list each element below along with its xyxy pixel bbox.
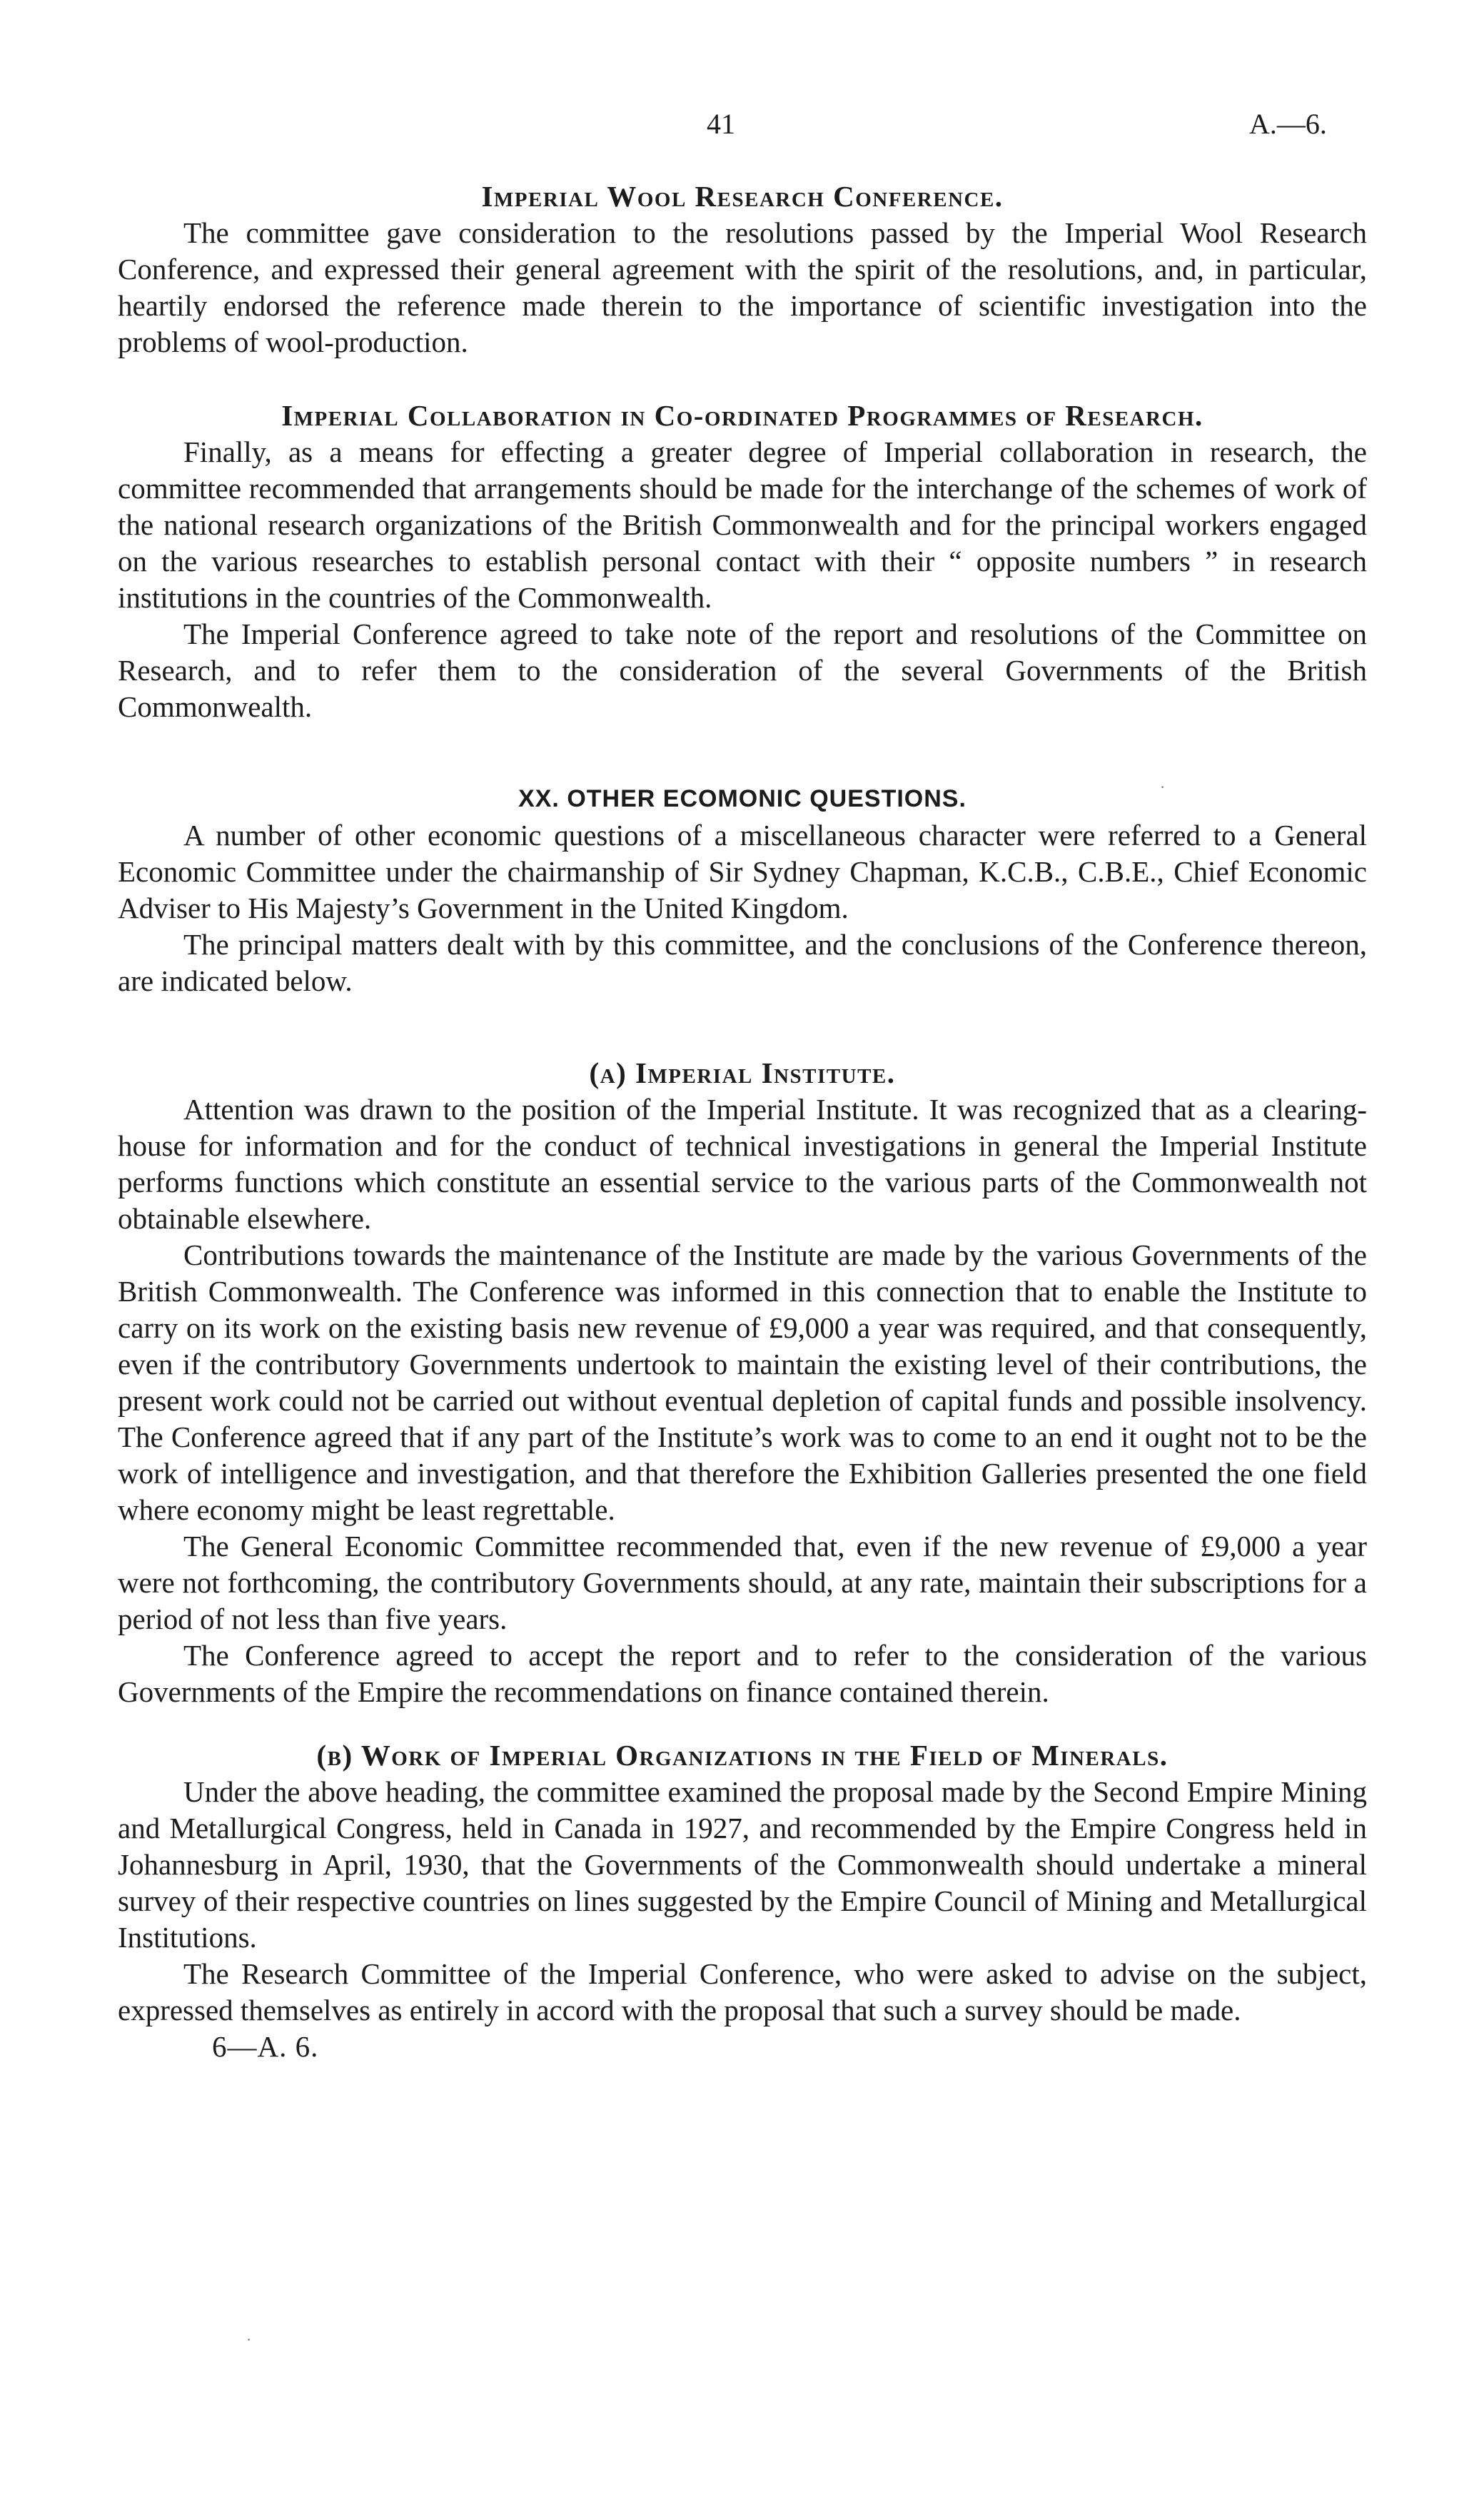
heading-other-economic-questions: XX. OTHER ECOMONIC QUESTIONS. [518,785,966,812]
scan-speck: · [246,2331,252,2348]
paragraph: The principal matters dealt with by this committee, and the conclusions of the Conference thereon, are indicated below. [118,928,1367,997]
paragraph: The Imperial Conference agreed to take note of the report and resolutions of the Committee on Research, and to refer them to the consideration of the several Governments of the British Commonwealth. [118,617,1367,723]
heading-minerals: (b) Work of Imperial Organizations in the Field of Minerals. [316,1739,1168,1772]
heading-imperial-collaboration: Imperial Collaboration in Co-ordinated Programmes of Research. [281,399,1203,432]
paragraph: Attention was drawn to the position of the Imperial Institute. It was recognized that as a clearing-house for information and for the conduct of technical investigations in general the Imperial Institute performs functions which constitute an essential service to the various parts of the Commonwealth not obtainable elsewhere. [118,1093,1367,1235]
paragraph: The Research Committee of the Imperial Conference, who were asked to advise on the subject, expressed themselves as entirely in accord with the proposal that such a survey should be made. [118,1957,1367,2026]
scan-speck: · [1160,778,1166,796]
paragraph: Finally, as a means for effecting a greater degree of Imperial collaboration in research, the committee recommended that arrangements should be made for the interchange of the schemes of work of the national research organizations of the British Commonwealth and for the principal workers engaged on the various researches to establish personal contact with their “ opposite numbers ” in research institutions in the countries of the Commonwealth. [118,435,1367,614]
page-number: 41 [707,108,735,140]
paper-reference: A.—6. [1249,108,1327,140]
body-text [118,178,1367,2065]
paragraph: A number of other economic questions of a miscellaneous character were referred to a General Economic Committee under the chairmanship of Sir Sydney Chapman, K.C.B., C.B.E., Chief Economic Adviser to His Majesty’s Government in the United Kingdom. [118,819,1367,924]
paragraph: Under the above heading, the committee examined the proposal made by the Second Empire Mining and Metallurgical Congress, held in Canada in 1927, and recommended by the Empire Congress held in Johannesburg in April, 1930, that the Governments of the Commonwealth should undertake a mineral survey of their respective countries on lines suggested by the Empire Council of Mining and Metallurgical Institutions. [118,1775,1367,1954]
signature-mark: 6—A. 6. [212,2030,319,2063]
heading-imperial-institute: (a) Imperial Institute. [589,1056,896,1089]
paragraph: The Conference agreed to accept the report and to refer to the consideration of the various Governments of the Empire the recommendations on finance contained therein. [118,1639,1367,1708]
paragraph: Contributions towards the maintenance of the Institute are made by the various Governments of the British Commonwealth. The Conference was informed in this connection that to enable the Institute to carry on its work on the existing basis new revenue of £9,000 a year was required, and that consequently, even if the contributory Governments undertook to maintain the existing level of their contributions, the present work could not be carried out without eventual depletion of capital funds and possible insolvency. The Conference agreed that if any part of the Institute’s work was to come to an end it ought not to be the work of intelligence and investigation, and that therefore the Exhibition Galleries presented the one field where economy might be least regrettable. [118,1238,1367,1526]
page-header [0,107,1484,150]
paragraph: The General Economic Committee recommended that, even if the new revenue of £9,000 a year were not forthcoming, the contributory Governments should, at any rate, maintain their subscriptions for a period of not less than five years. [118,1530,1367,1635]
heading-wool-research: Imperial Wool Research Conference. [481,180,1004,213]
paragraph: The committee gave consideration to the resolutions passed by the Imperial Wool Research Conference, and expressed their general agreement with the spirit of the resolutions, and, in particular, heartily endorsed the reference made therein to the importance of scientific investigation into the problems of wool-production. [118,216,1367,358]
